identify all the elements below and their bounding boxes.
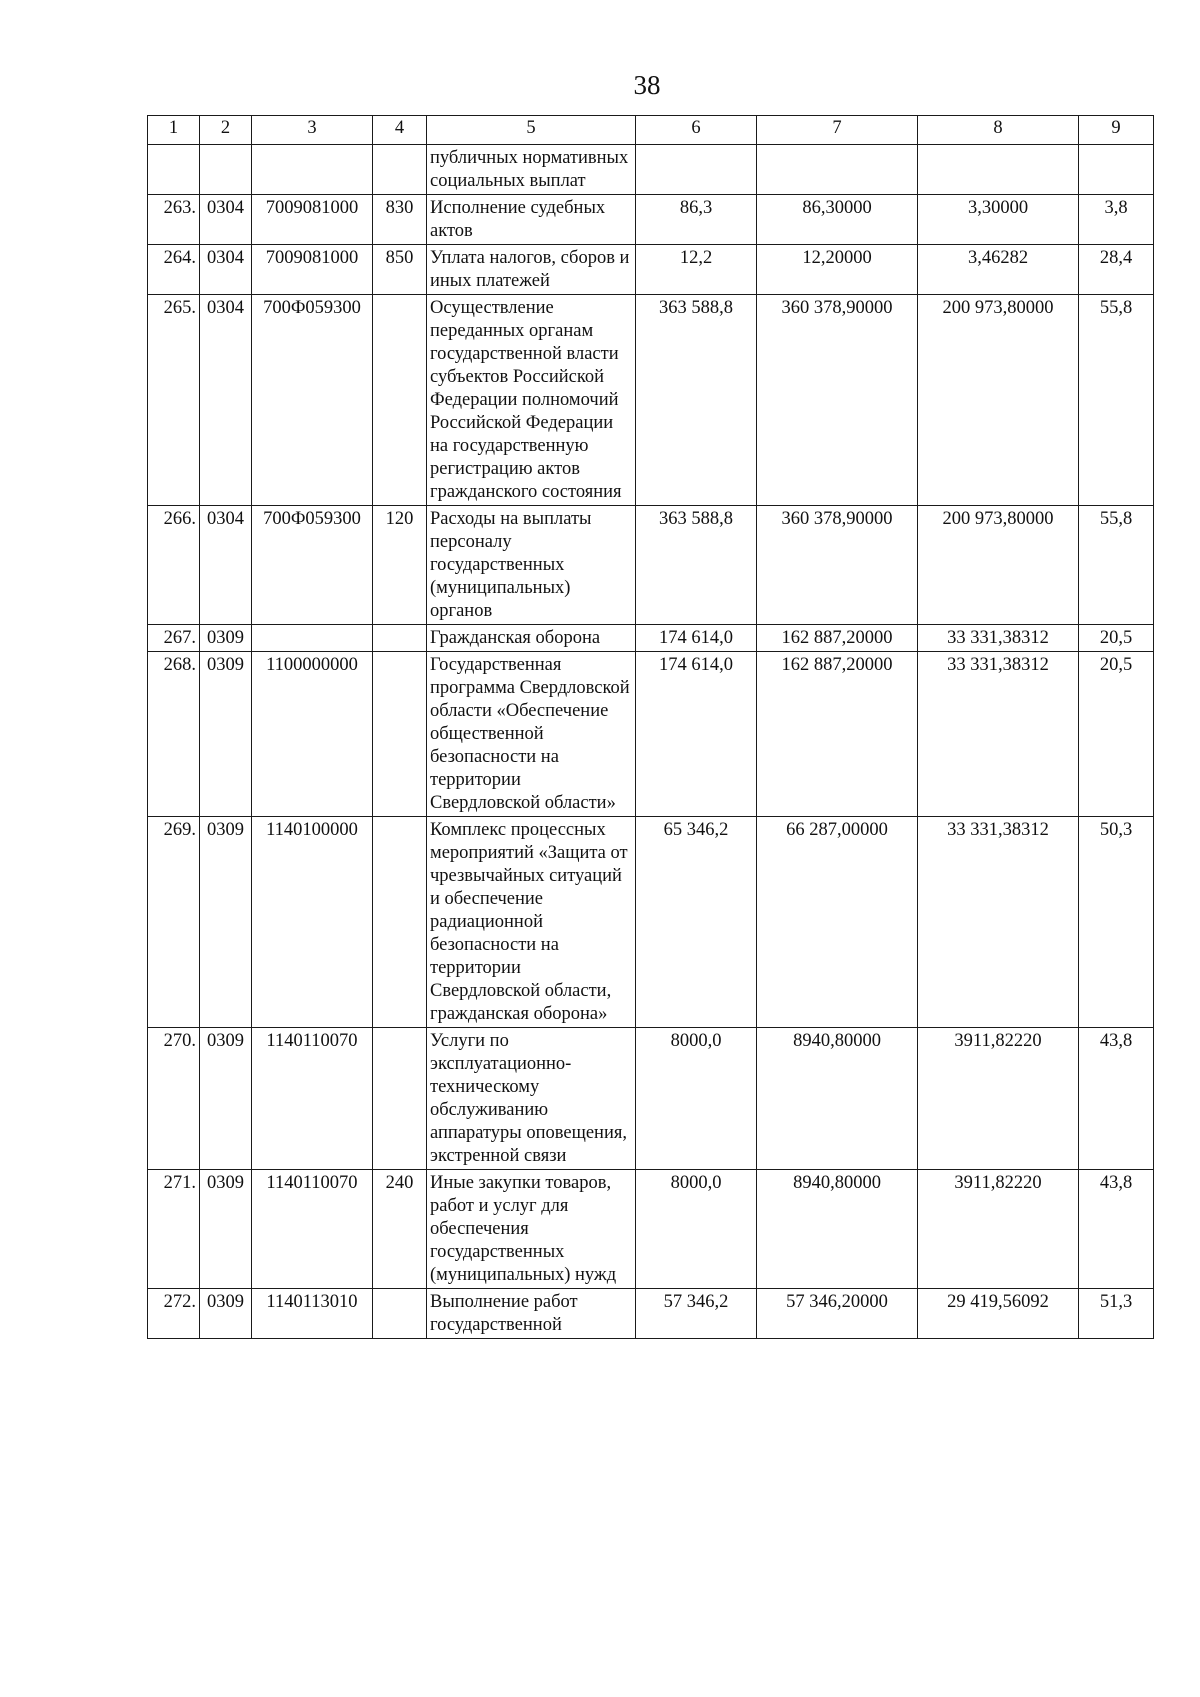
budget-amount-cell: 66 287,00000 bbox=[757, 817, 918, 1028]
table-header-row bbox=[148, 116, 1154, 145]
row-number-cell: 271. bbox=[148, 1170, 200, 1289]
target-code-cell: 1140100000 bbox=[252, 817, 373, 1028]
execution-percent-cell: 43,8 bbox=[1079, 1028, 1154, 1170]
execution-percent-cell: 43,8 bbox=[1079, 1170, 1154, 1289]
row-number-cell: 265. bbox=[148, 295, 200, 506]
expense-type-code-cell: 120 bbox=[373, 506, 427, 625]
item-name-cell: Государственная программа Свердловской области «Обеспечение общественной безопасности на территории Свердловской области» bbox=[427, 652, 636, 817]
executed-amount-cell bbox=[918, 145, 1079, 195]
executed-amount-cell: 3911,82220 bbox=[918, 1028, 1079, 1170]
header-cell: 6 bbox=[636, 116, 757, 145]
expense-type-code-cell bbox=[373, 625, 427, 652]
plan-amount-cell: 8000,0 bbox=[636, 1028, 757, 1170]
header-cell: 7 bbox=[757, 116, 918, 145]
budget-table bbox=[147, 115, 1154, 1339]
executed-amount-cell: 200 973,80000 bbox=[918, 506, 1079, 625]
target-code-cell: 700Ф059300 bbox=[252, 295, 373, 506]
plan-amount-cell: 86,3 bbox=[636, 195, 757, 245]
item-name-cell: Выполнение работ государственной bbox=[427, 1289, 636, 1339]
section-code-cell: 0309 bbox=[200, 625, 252, 652]
plan-amount-cell: 65 346,2 bbox=[636, 817, 757, 1028]
item-name-cell: Расходы на выплаты персоналу государственных (муниципальных) органов bbox=[427, 506, 636, 625]
table-row bbox=[148, 145, 1154, 195]
row-number-cell: 270. bbox=[148, 1028, 200, 1170]
table-row bbox=[148, 652, 1154, 817]
row-number-cell: 263. bbox=[148, 195, 200, 245]
item-name-cell: Иные закупки товаров, работ и услуг для обеспечения государственных (муниципальных) нужд bbox=[427, 1170, 636, 1289]
executed-amount-cell: 3,30000 bbox=[918, 195, 1079, 245]
header-cell: 4 bbox=[373, 116, 427, 145]
budget-amount-cell: 12,20000 bbox=[757, 245, 918, 295]
item-name-cell: Исполнение судебных актов bbox=[427, 195, 636, 245]
expense-type-code-cell: 240 bbox=[373, 1170, 427, 1289]
target-code-cell: 1140110070 bbox=[252, 1028, 373, 1170]
header-cell: 8 bbox=[918, 116, 1079, 145]
execution-percent-cell: 20,5 bbox=[1079, 652, 1154, 817]
expense-type-code-cell bbox=[373, 817, 427, 1028]
budget-amount-cell: 360 378,90000 bbox=[757, 506, 918, 625]
plan-amount-cell: 8000,0 bbox=[636, 1170, 757, 1289]
expense-type-code-cell: 830 bbox=[373, 195, 427, 245]
expense-type-code-cell bbox=[373, 1289, 427, 1339]
table-row bbox=[148, 625, 1154, 652]
execution-percent-cell: 51,3 bbox=[1079, 1289, 1154, 1339]
plan-amount-cell: 57 346,2 bbox=[636, 1289, 757, 1339]
expense-type-code-cell bbox=[373, 1028, 427, 1170]
execution-percent-cell: 55,8 bbox=[1079, 506, 1154, 625]
section-code-cell: 0309 bbox=[200, 1170, 252, 1289]
executed-amount-cell: 33 331,38312 bbox=[918, 817, 1079, 1028]
item-name-cell: Комплекс процессных мероприятий «Защита от чрезвычайных ситуаций и обеспечение радиационной безопасности на территории Свердловской области, гражданская оборона» bbox=[427, 817, 636, 1028]
item-name-cell: Осуществление переданных органам государственной власти субъектов Российской Федерации полномочий Российской Федерации на государственную регистрацию актов гражданского состояния bbox=[427, 295, 636, 506]
execution-percent-cell: 28,4 bbox=[1079, 245, 1154, 295]
row-number-cell: 266. bbox=[148, 506, 200, 625]
plan-amount-cell: 363 588,8 bbox=[636, 295, 757, 506]
page-number: 38 bbox=[633, 70, 661, 100]
target-code-cell bbox=[252, 625, 373, 652]
header-cell: 1 bbox=[148, 116, 200, 145]
section-code-cell: 0304 bbox=[200, 195, 252, 245]
section-code-cell: 0304 bbox=[200, 506, 252, 625]
budget-amount-cell bbox=[757, 145, 918, 195]
execution-percent-cell: 20,5 bbox=[1079, 625, 1154, 652]
executed-amount-cell: 33 331,38312 bbox=[918, 652, 1079, 817]
table-row bbox=[148, 195, 1154, 245]
section-code-cell: 0309 bbox=[200, 817, 252, 1028]
table-row bbox=[148, 1028, 1154, 1170]
plan-amount-cell: 174 614,0 bbox=[636, 652, 757, 817]
budget-amount-cell: 162 887,20000 bbox=[757, 652, 918, 817]
section-code-cell: 0309 bbox=[200, 652, 252, 817]
budget-amount-cell: 86,30000 bbox=[757, 195, 918, 245]
section-code-cell: 0304 bbox=[200, 295, 252, 506]
expense-type-code-cell: 850 bbox=[373, 245, 427, 295]
target-code-cell: 1140113010 bbox=[252, 1289, 373, 1339]
row-number-cell: 269. bbox=[148, 817, 200, 1028]
budget-amount-cell: 360 378,90000 bbox=[757, 295, 918, 506]
target-code-cell: 1140110070 bbox=[252, 1170, 373, 1289]
item-name-cell: Гражданская оборона bbox=[427, 625, 636, 652]
header-cell: 2 bbox=[200, 116, 252, 145]
row-number-cell: 267. bbox=[148, 625, 200, 652]
executed-amount-cell: 33 331,38312 bbox=[918, 625, 1079, 652]
target-code-cell: 700Ф059300 bbox=[252, 506, 373, 625]
executed-amount-cell: 29 419,56092 bbox=[918, 1289, 1079, 1339]
item-name-cell: Услуги по эксплуатационно-техническому обслуживанию аппаратуры оповещения, экстренной связи bbox=[427, 1028, 636, 1170]
row-number-cell: 264. bbox=[148, 245, 200, 295]
target-code-cell: 1100000000 bbox=[252, 652, 373, 817]
execution-percent-cell: 55,8 bbox=[1079, 295, 1154, 506]
table-row bbox=[148, 817, 1154, 1028]
expense-type-code-cell bbox=[373, 145, 427, 195]
budget-amount-cell: 8940,80000 bbox=[757, 1170, 918, 1289]
section-code-cell: 0304 bbox=[200, 245, 252, 295]
execution-percent-cell: 50,3 bbox=[1079, 817, 1154, 1028]
table-row bbox=[148, 295, 1154, 506]
budget-amount-cell: 162 887,20000 bbox=[757, 625, 918, 652]
expense-type-code-cell bbox=[373, 295, 427, 506]
row-number-cell: 272. bbox=[148, 1289, 200, 1339]
plan-amount-cell: 12,2 bbox=[636, 245, 757, 295]
execution-percent-cell: 3,8 bbox=[1079, 195, 1154, 245]
item-name-cell: публичных нормативных социальных выплат bbox=[427, 145, 636, 195]
row-number-cell bbox=[148, 145, 200, 195]
row-number-cell: 268. bbox=[148, 652, 200, 817]
expense-type-code-cell bbox=[373, 652, 427, 817]
header-cell: 3 bbox=[252, 116, 373, 145]
plan-amount-cell: 363 588,8 bbox=[636, 506, 757, 625]
item-name-cell: Уплата налогов, сборов и иных платежей bbox=[427, 245, 636, 295]
executed-amount-cell: 200 973,80000 bbox=[918, 295, 1079, 506]
header-cell: 9 bbox=[1079, 116, 1154, 145]
target-code-cell bbox=[252, 145, 373, 195]
section-code-cell: 0309 bbox=[200, 1028, 252, 1170]
table-row bbox=[148, 506, 1154, 625]
execution-percent-cell bbox=[1079, 145, 1154, 195]
executed-amount-cell: 3,46282 bbox=[918, 245, 1079, 295]
table-row bbox=[148, 1170, 1154, 1289]
budget-amount-cell: 57 346,20000 bbox=[757, 1289, 918, 1339]
budget-amount-cell: 8940,80000 bbox=[757, 1028, 918, 1170]
table-row bbox=[148, 245, 1154, 295]
executed-amount-cell: 3911,82220 bbox=[918, 1170, 1079, 1289]
table-row bbox=[148, 1289, 1154, 1339]
target-code-cell: 7009081000 bbox=[252, 245, 373, 295]
target-code-cell: 7009081000 bbox=[252, 195, 373, 245]
plan-amount-cell bbox=[636, 145, 757, 195]
header-cell: 5 bbox=[427, 116, 636, 145]
section-code-cell bbox=[200, 145, 252, 195]
plan-amount-cell: 174 614,0 bbox=[636, 625, 757, 652]
section-code-cell: 0309 bbox=[200, 1289, 252, 1339]
